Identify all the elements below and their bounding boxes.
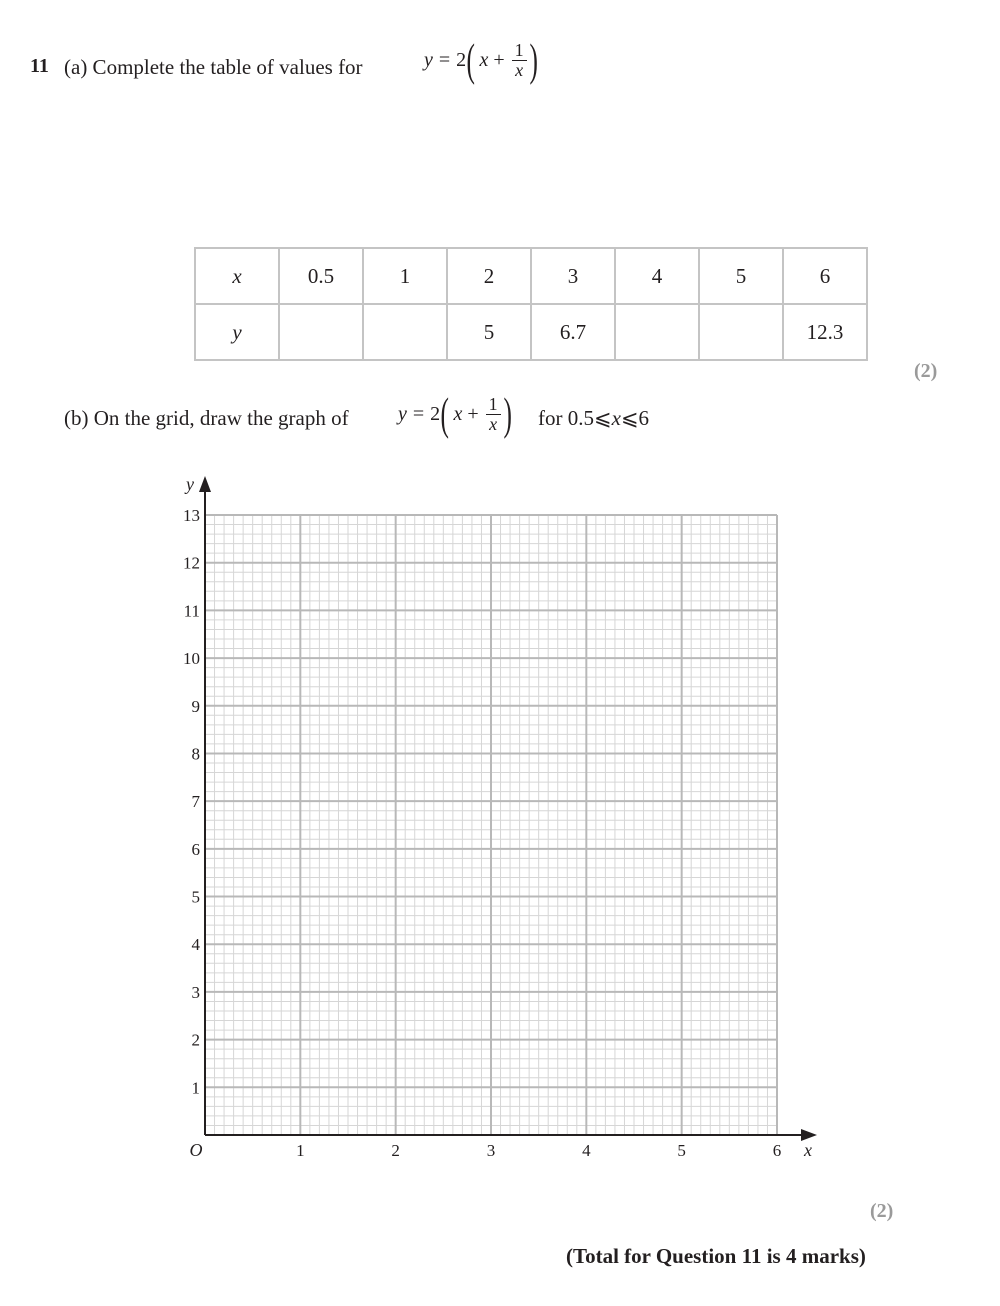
- table-cell: 6: [783, 248, 867, 304]
- right-paren: ): [529, 34, 538, 85]
- y-tick-label: 3: [191, 982, 200, 1002]
- y-tick-label: 5: [191, 887, 200, 907]
- eq-lhs: y: [424, 48, 433, 71]
- table-cell: 0.5: [279, 248, 363, 304]
- table-cell: 12.3: [783, 304, 867, 360]
- origin-label: O: [189, 1140, 203, 1160]
- eq-x: x: [479, 48, 489, 71]
- part-b-prompt: (b) On the grid, draw the graph of: [64, 406, 349, 430]
- x-tick-label: 3: [486, 1141, 496, 1160]
- y-axis-label: y: [186, 474, 194, 494]
- y-tick-label: 4: [191, 935, 200, 955]
- y-tick-label: 12: [183, 553, 200, 573]
- part-a-prompt: (a) Complete the table of values for: [64, 55, 363, 79]
- table-cell: 5: [447, 304, 531, 360]
- table-cell: 5: [699, 248, 783, 304]
- eq-coef: 2: [456, 48, 467, 71]
- y-tick-label: 10: [183, 649, 200, 669]
- table-cell: 6.7: [531, 304, 615, 360]
- frac-numerator: 1: [512, 41, 527, 61]
- table-header-y: y: [195, 304, 279, 360]
- marks-part-a: (2): [914, 360, 938, 382]
- y-tick-label: 11: [183, 601, 200, 621]
- x-tick-label: 5: [677, 1141, 686, 1160]
- y-tick-label: 2: [191, 1030, 200, 1050]
- y-tick-label: 9: [191, 696, 200, 716]
- range-le-1: ⩽: [594, 406, 612, 430]
- question-number: 11: [30, 55, 49, 77]
- right-paren: ): [503, 388, 512, 439]
- y-tick-label: 13: [183, 506, 200, 525]
- eq-equals: =: [438, 48, 451, 71]
- y-tick-label: 8: [191, 744, 200, 764]
- x-tick-label: 2: [391, 1141, 400, 1160]
- x-tick-label: 1: [296, 1141, 305, 1160]
- left-paren: (: [466, 34, 476, 85]
- x-tick-label: 4: [582, 1141, 591, 1160]
- table-cell: 3: [531, 248, 615, 304]
- left-paren: (: [440, 388, 450, 439]
- range-var: x: [611, 406, 621, 430]
- y-tick-label: 7: [191, 792, 200, 812]
- table-cell: 1: [363, 248, 447, 304]
- table-header-x: x: [195, 248, 279, 304]
- eq-plus: +: [467, 402, 479, 425]
- frac-numerator: 1: [486, 395, 501, 415]
- y-axis-arrow-icon: [199, 476, 211, 492]
- range-le-2: ⩽: [620, 406, 639, 430]
- tick-labels: [183, 474, 812, 1160]
- frac-denominator: x: [489, 413, 498, 434]
- x-tick-label: 6: [772, 1141, 782, 1160]
- table-cell: 4: [615, 248, 699, 304]
- range-for: for: [538, 406, 563, 430]
- marks-part-b: (2): [870, 1200, 894, 1222]
- eq-plus: +: [493, 48, 505, 71]
- x-axis-label: x: [804, 1140, 812, 1160]
- eq-equals: =: [412, 402, 425, 425]
- eq-lhs: y: [398, 402, 407, 425]
- range-low: 0.5: [567, 406, 594, 430]
- table-cell: 2: [447, 248, 531, 304]
- eq-coef: 2: [430, 402, 441, 425]
- range-high: 6: [638, 406, 650, 430]
- frac-denominator: x: [515, 59, 524, 80]
- y-tick-label: 1: [191, 1078, 200, 1098]
- total-marks: (Total for Question 11 is 4 marks): [566, 1244, 866, 1268]
- y-tick-label: 6: [191, 839, 200, 859]
- eq-x: x: [453, 402, 463, 425]
- axes: [199, 476, 817, 1141]
